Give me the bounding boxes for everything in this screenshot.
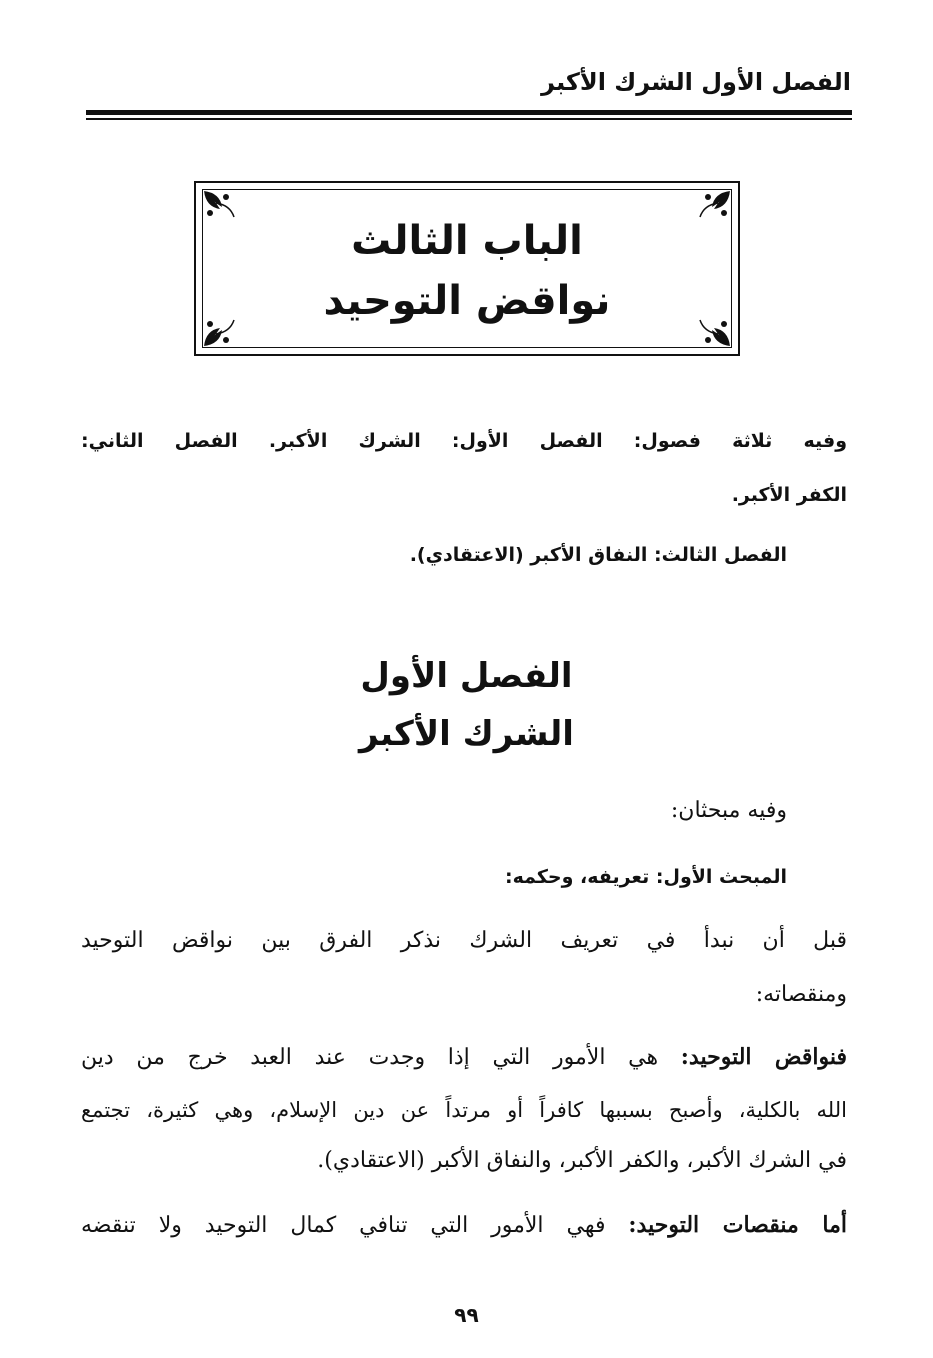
header-rule-thick xyxy=(86,110,852,115)
para-2-line-3: في الشرك الأكبر، والكفر الأكبر، والنفاق الأكبر (الاعتقادي). xyxy=(317,1148,847,1173)
header-rule-thin xyxy=(86,118,852,120)
para-1-line-1: قبل أن نبدأ في تعريف الشرك نذكر الفرق بين نواقض التوحيد xyxy=(81,928,847,953)
chapter-title: الباب الثالث xyxy=(351,218,583,264)
intro-line-1: وفيه ثلاثة فصول: الفصل الأول: الشرك الأكبر. الفصل الثاني: xyxy=(81,430,847,452)
chapter-title-frame xyxy=(194,181,740,356)
section-title: الفصل الأول xyxy=(360,656,573,696)
intro-line-3: الفصل الثالث: النفاق الأكبر (الاعتقادي). xyxy=(409,544,787,566)
intro-line-2: الكفر الأكبر. xyxy=(731,484,847,506)
para-2-lead: فنواقض التوحيد: xyxy=(680,1044,847,1070)
section-subtitle: الشرك الأكبر xyxy=(359,714,574,754)
para-3-lead: أما منقصات التوحيد: xyxy=(628,1212,847,1238)
chapter-subtitle: نواقض التوحيد xyxy=(323,278,611,324)
topic-1-heading: المبحث الأول: تعريفه، وحكمه: xyxy=(505,866,787,888)
para-2-line-1-rest: هي الأمور التي إذا وجدت عند العبد خرج من دين xyxy=(81,1045,659,1070)
para-2-line-2: الله بالكلية، وأصبح بسببها كافراً أو مرتداً عن دين الإسلام، وهي كثيرة، تجتمع xyxy=(81,1098,847,1122)
topics-intro: وفيه مبحثان: xyxy=(670,798,787,823)
para-2-line-1 xyxy=(81,1044,847,1071)
page-number: ٩٩ xyxy=(454,1303,479,1327)
para-1-line-2: ومنقصاته: xyxy=(755,982,847,1007)
running-header: الفصل الأول الشرك الأكبر xyxy=(541,68,851,96)
para-3-line-1 xyxy=(81,1212,847,1239)
para-3-line-1-rest: فهي الأمور التي تنافي كمال التوحيد ولا تنقضه xyxy=(81,1213,606,1238)
frame-inner-border xyxy=(202,189,732,348)
